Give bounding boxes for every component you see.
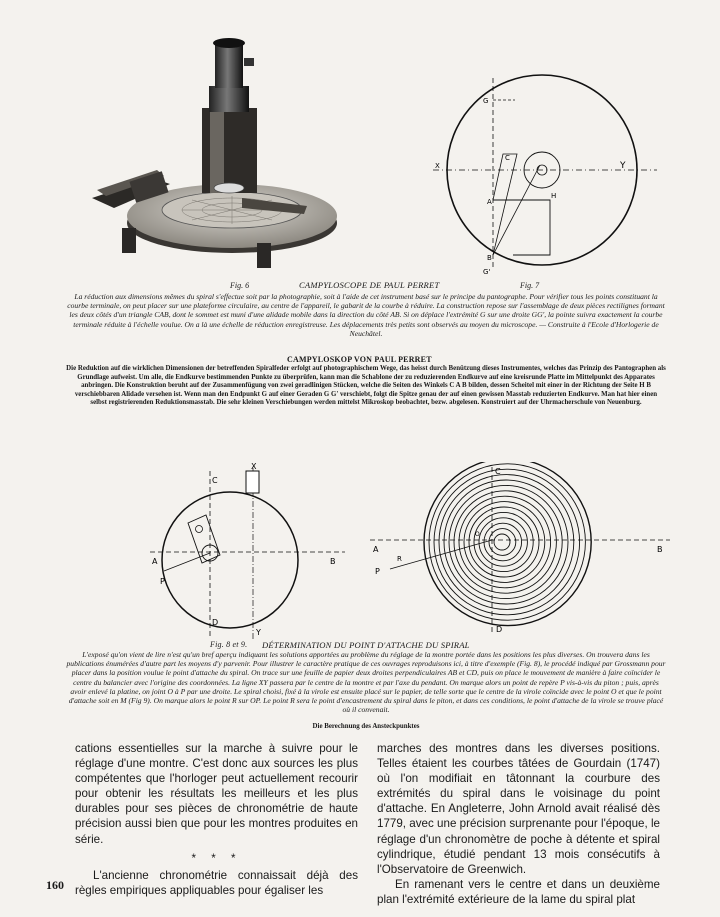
fig9-diagram [365, 462, 675, 637]
spiral-coil [444, 480, 568, 604]
fig89-label: Fig. 8 et 9. [210, 640, 248, 649]
fig7-label: Fig. 7 [520, 281, 540, 290]
fig8-label-a: A [152, 557, 158, 566]
caption2-fr: L'exposé qu'on vient de lire n'est qu'un bref aperçu indiquant les solutions apportées au problème du réglage de la montre portée dans les positions les plus diverses. On trouvera dans les publications énumérées d'autre part les moyens d'y parvenir. Pour illustrer le caractère pratique de ces ouvrages reproduisons ici, à titre d'exemple (Fig. 8), le procédé indiqué par Grossmann pour placer dans la position voulue le point d'attache du spiral. On trace sur une feuille de papier deux droites perpendiculaires AB et CD, puis on place le mouvement de manière à faire coïncider le centre du balancier avec l'origine des coordonnées. La ligne XY passera par le centre de la montre et par l'axe du pendant. On marque alors un point de repère P vis-à-vis du piton ; puis, après avoir enlevé la platine, on joint O à P par une droite. Le spiral choisi, fixé à la virole est ensuite placé sur le papier, de telle sorte que le centre de la virole coïncide avec le point O et que le point d'attache soit en M (Fig 9). On marque alors le point R sur OP. Le point R sera le point d'encastrement du spiral dans le piton, et dans ces conditions, le point d'attache de la virole se trouve placé où il convenait. [66, 650, 666, 715]
title-fr: CAMPYLOSCOPE DE PAUL PERRET [299, 280, 440, 290]
paragraph: En ramenant vers le centre et dans un deuxième plan l'extrémité extérieure de la lame du spiral plat [377, 877, 660, 906]
fig8-label-p: P [160, 577, 165, 586]
fig7-label-a: A [487, 198, 492, 206]
spiral-coil [489, 529, 516, 556]
fig8-label-c: C [212, 476, 218, 485]
fig9-label-a: A [373, 545, 379, 554]
fig8-label-y: Y [256, 628, 261, 637]
fig7-diagram [425, 70, 670, 280]
fig8-label-x: X [251, 463, 257, 471]
paragraph: cations essentielles sur la marche à suivre pour le réglage d'une montre. C'est donc aux sources les plus compétentes que l'horloger peut actuellement recourir pour obtenir les résultats les meilleurs et les plus durables pour ses pièces de chronométrie de haute précision aussi bien que pour les montres produites en série. [75, 742, 358, 846]
fig8-label-d: D [212, 618, 219, 627]
fig7-label-x: X [435, 162, 440, 170]
fig7-label-h: H [551, 192, 557, 200]
fig7-label-g2: G' [483, 268, 491, 276]
fig9-label-d: D [496, 625, 503, 634]
fig9-label-b: B [657, 545, 663, 554]
section-separator: * * * [191, 851, 242, 865]
paragraph: L'ancienne chronométrie connaissait déjà des règles empiriques appliquables pour égaliser les [75, 868, 358, 897]
title2-fr: DÉTERMINATION DU POINT D'ATTACHE DU SPIRAL [262, 640, 470, 650]
title-de: CAMPYLOSKOP VON PAUL PERRET [287, 355, 432, 364]
fig7-label-c: C [505, 154, 510, 162]
text-column-right [377, 741, 660, 907]
caption2-de: Die Berechnung des Ansteckpunktes [312, 723, 420, 730]
fig9-label-r: R [397, 555, 402, 563]
fig7-label-b: B [487, 254, 492, 262]
text-column-left [75, 741, 358, 898]
campyloscope-photo [92, 28, 342, 273]
fig8-label-b: B [330, 557, 336, 566]
caption-fr: La réduction aux dimensions mêmes du spiral s'effectue soit par la photographie, soit à l'aide de cet instrument basé sur le principe du pantographe. Pour vérifier tous les points constituant la courbe terminale, on peut placer sur une plateforme circulaire, au centre de l'appareil, le gabarit de la courbe à réduire. La construction repose sur l'assemblage de deux pièces rectilignes formant les deux côtés d'un triangle CAB, dont le sommet est muni d'une alidade mobile dans la direction du côté AB. Si on déplace l'extrémité G sur une droite GG', la pointe suivra exactement la courbe terminale réduite à l'échelle voulue. On a là une échelle de réduction enregistreuse. Les déplacements très petits sont observés au moyen du microscope. — Construite à l'Ecole d'Horlogerie de Neuchâtel. [67, 292, 665, 338]
spiral-coil [494, 534, 510, 550]
caption-de: Die Reduktion auf die wirklichen Dimensionen der betreffenden Spiralfeder erfolgt auf photographischem Wege, das heisst durch Benützung dieses Instrumentes, welches das Prinzip des Pantographen als Grundlage aufweist. Um alle, die Endkurve bestimmenden Punkte zu überprüfen, kann man die Schablone der zu reduzierenden Endkurve auf eine kreisrunde Platte im Mittelpunkt des Apparates anbringen. Die Konstruktion beruht auf der Zusammenfügung von zwei geradlinigen Stücken, welche die Seiten des Winkels C A B bilden, dessen Scheitel mit einer in der Richtung der Seite H B verschiebbaren Alidade versehen ist. Wenn man den Endpunkt G auf einer Geraden G G' verschiebt, folgt die Spitze genau der auf einen gewissen Masstab reduzierten Endkurve. Man hat hier einen selbst registrierenden Reduktionsmasstab. Die sehr kleinen Verschiebungen werden mittelst Mikroskop beobachtet, bezw. abgelesen. Konstruiert auf der Uhrmacherschule von Neuenburg. [66, 365, 666, 407]
page-number: 160 [46, 878, 64, 892]
fig9-label-p: P [375, 567, 380, 576]
fig6-label: Fig. 6 [230, 281, 250, 290]
paragraph: marches des montres dans les diverses positions. Telles étaient les courbes tâtées de Gourdain (1747) où l'on modifiait en tâtonnant la courbure des extrémités du spiral dans le voisinage du point d'attache. En Angleterre, John Arnold avait réalisé dès 1779, avec une précision surprenante pour l'époque, le réglage d'un chronomètre de poche à détente et spiral cylindrique, étudié pendant 13 mois consécutifs à l'Observatoire de Greenwich. [377, 742, 660, 876]
spiral-coil [464, 502, 545, 583]
fig7-label-y: Y [620, 161, 626, 171]
fig9-label-c: C [495, 467, 501, 476]
fig8-diagram [140, 463, 350, 643]
fig9-label-o: O [475, 531, 480, 538]
spiral-coil [459, 496, 551, 588]
fig7-label-g1: G [483, 97, 489, 105]
spiral-coil [474, 512, 533, 571]
